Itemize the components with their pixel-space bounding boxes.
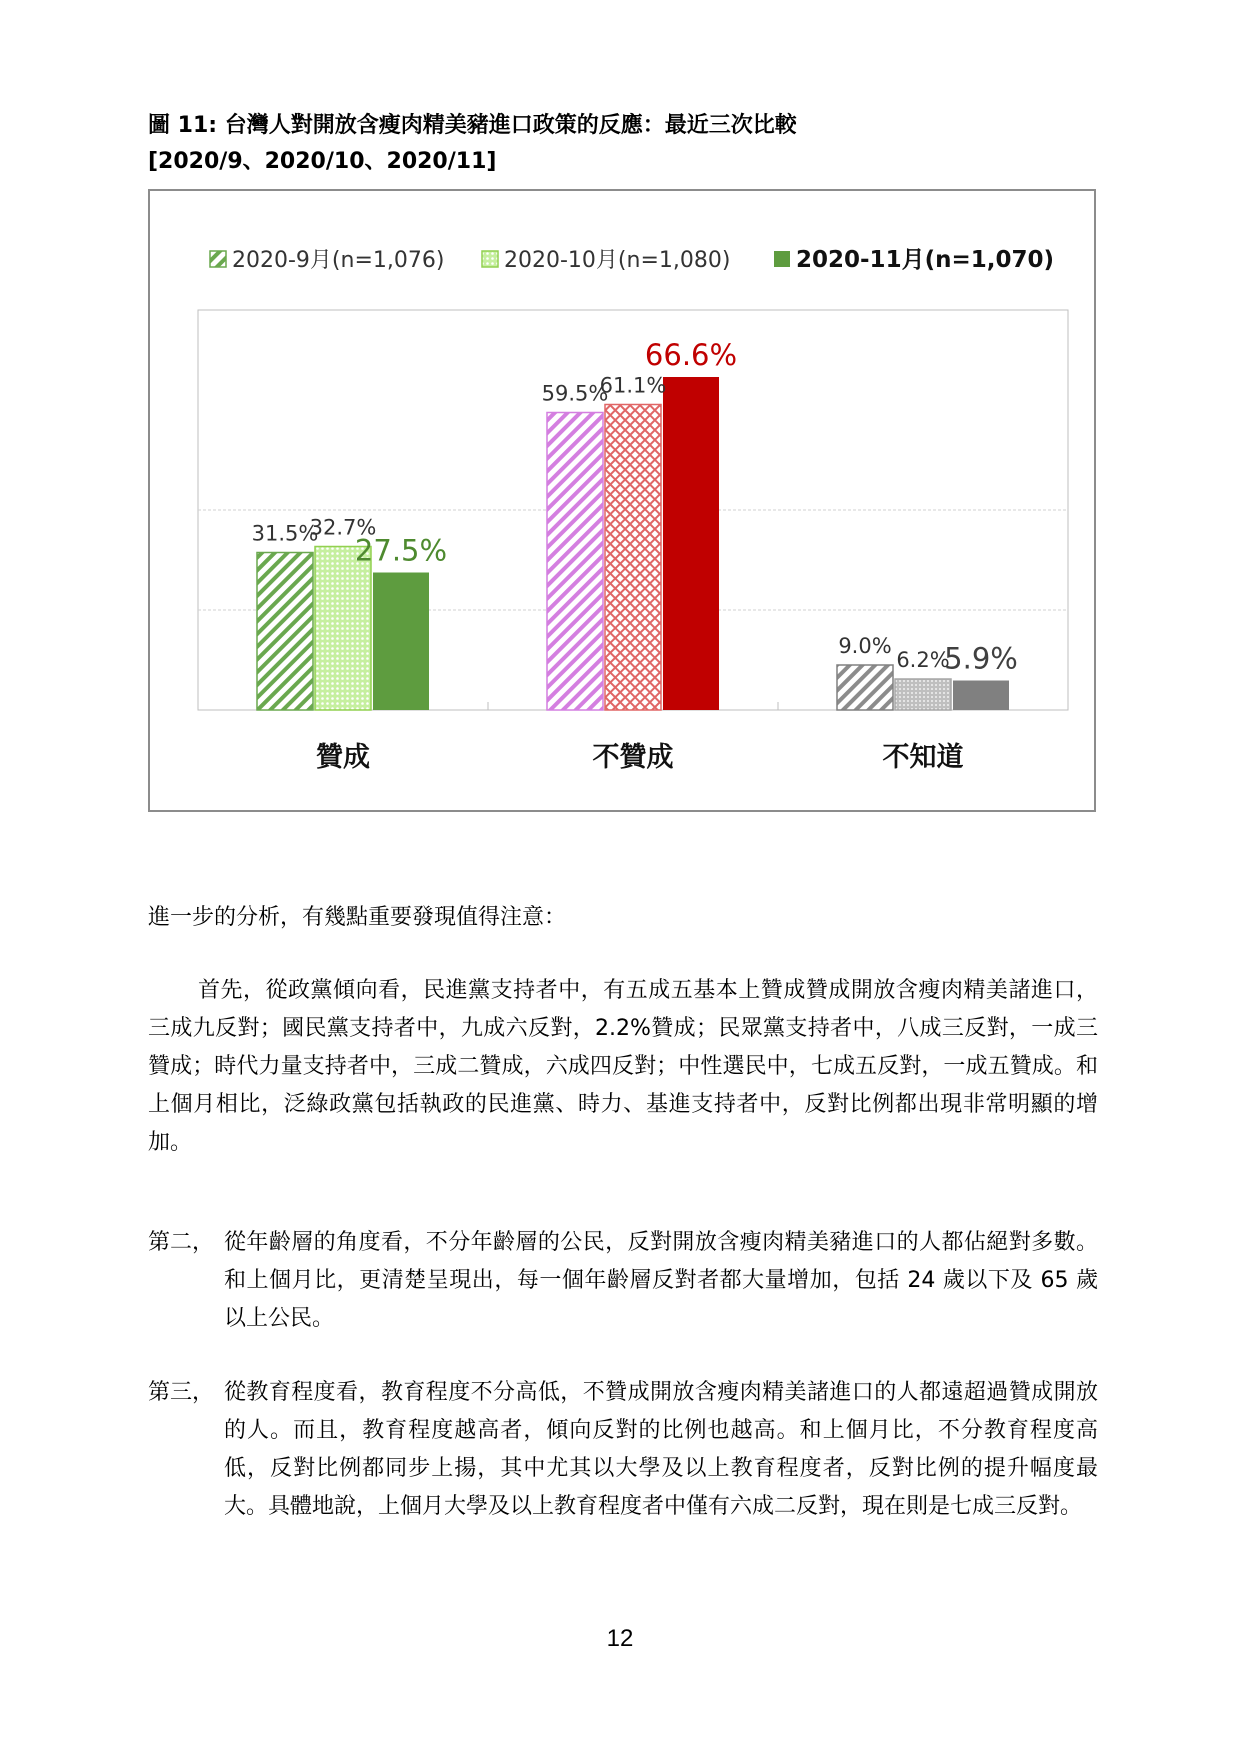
bar-chart xyxy=(150,191,1094,810)
data-label-unknown-oct: 6.2% xyxy=(896,648,950,672)
bar-approve-sep xyxy=(257,553,313,711)
data-label-approve-sep: 31.5% xyxy=(251,521,319,546)
bar-approve-nov xyxy=(373,573,429,711)
chart-frame xyxy=(148,189,1096,812)
bar-unknown-nov xyxy=(953,681,1009,711)
second-finding-text: 從年齡層的角度看，不分年齡層的公民，反對開放含瘦肉精美豬進口的人都佔絕對多數。和上個月比，更清楚呈現出，每一個年齡層反對者都大量增加，包括 24 歲以下及 65 歲以上公民。 xyxy=(224,1230,1098,1331)
bar-disapprove-oct xyxy=(605,405,661,711)
legend-label-sep: 2020-9月(n=1,076) xyxy=(232,248,445,273)
third-finding-text: 從教育程度看，教育程度不分高低，不贊成開放含瘦肉精美諸進口的人都遠超過贊成開放的人。而且，教育程度越高者，傾向反對的比例也越高。和上個月比，不分教育程度高低，反對比例都同步上揚，其中尤其以大學及以上教育程度者，反對比例的提升幅度最大。具體地說，上個月大學及以上教育程度者中僅有六成二反對，現在則是七成三反對。 xyxy=(224,1380,1098,1519)
legend-swatch-sep xyxy=(210,251,226,267)
category-labels xyxy=(316,742,964,773)
category-label-unknown: 不知道 xyxy=(882,742,964,773)
data-label-unknown-nov: 5.9% xyxy=(944,641,1018,676)
second-finding xyxy=(148,1224,1098,1338)
data-label-approve-oct: 32.7% xyxy=(309,515,377,540)
category-label-approve: 贊成 xyxy=(316,742,370,773)
second-finding-label: 第二， xyxy=(148,1230,215,1255)
data-label-unknown-sep: 9.0% xyxy=(838,634,892,658)
legend-label-oct: 2020-10月(n=1,080) xyxy=(504,248,731,273)
first-finding-paragraph: 首先，從政黨傾向看，民進黨支持者中，有五成五基本上贊成贊成開放含瘦肉精美諸進口，三成九反對；國民黨支持者中，九成六反對，2.2%贊成；民眾黨支持者中，八成三反對，一成三贊成；時代力量支持者中，三成二贊成，六成四反對；中性選民中，七成五反對，一成五贊成。和上個月相比，泛綠政黨包括執政的民進黨、時力、基進支持者中，反對比例都出現非常明顯的增加。 xyxy=(148,978,1098,1155)
bar-unknown-oct xyxy=(895,679,951,710)
figure-title xyxy=(148,108,1108,180)
bar-unknown-sep xyxy=(837,665,893,710)
legend-swatch-nov xyxy=(774,251,790,267)
category-label-disapprove: 不贊成 xyxy=(592,742,674,773)
bar-disapprove-sep xyxy=(547,413,603,711)
page-number: 12 xyxy=(606,1625,634,1652)
data-label-disapprove-sep: 59.5% xyxy=(541,381,609,406)
intro-paragraph: 進一步的分析，有幾點重要發現值得注意： xyxy=(148,905,567,930)
figure-title-line2: [2020/9、2020/10、2020/11] xyxy=(148,149,497,174)
legend-label-nov: 2020-11月(n=1,070) xyxy=(796,247,1054,273)
bar-disapprove-nov xyxy=(663,377,719,710)
third-finding-label: 第三， xyxy=(148,1380,215,1405)
third-finding xyxy=(148,1374,1098,1526)
legend-swatch-oct xyxy=(482,251,498,267)
chart-legend xyxy=(210,247,1054,273)
data-label-disapprove-nov: 66.6% xyxy=(644,338,738,372)
bar-approve-oct xyxy=(315,547,371,711)
data-label-approve-nov: 27.5% xyxy=(354,533,448,568)
data-label-disapprove-oct: 61.1% xyxy=(599,373,667,398)
figure-title-line1: 圖 11: 台灣人對開放含瘦肉精美豬進口政策的反應：最近三次比較 xyxy=(148,113,797,138)
